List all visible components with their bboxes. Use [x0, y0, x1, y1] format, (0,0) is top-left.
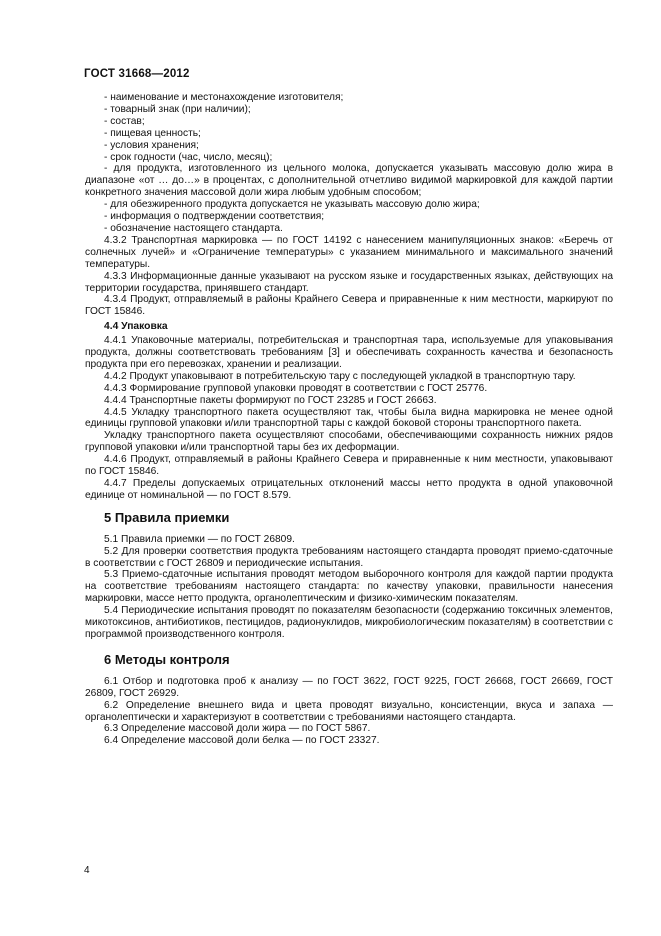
list-item: - наименование и местонахождение изготовителя;	[104, 92, 344, 103]
paragraph-4-4-1: 4.4.1 Упаковочные материалы, потребительская и транспортная тара, используемые для упаковывания продукта, должны соответствовать требованиям [3] и обеспечивать сохранность качества и безопасность продукта при его перевозках, хранении и реализации.	[85, 335, 613, 370]
paragraph-4-4-5: 4.4.5 Укладку транспортного пакета осуществляют так, чтобы была видна маркировка не менее одной единицы групповой упаковки и/или транспортной тары с каждой боковой стороны транспортного пакета.	[85, 406, 613, 430]
list-item: - обозначение настоящего стандарта.	[104, 222, 283, 234]
paragraph-5-3: 5.3 Приемо-сдаточные испытания проводят методом выборочного контроля для каждой партии продукта на соответствие требованиям настоящего стандарта: по качеству упаковки, правильности нанесения маркировки, массе нетто продукта, органолептическим и физико-химическим показателям.	[85, 569, 613, 605]
list-item: - для продукта, изготовленного из цельного молока, допускается указывать массовую долю жира в диапазоне «от … до…» в процентах, с дополнительной отчетливо видимой маркировкой для каждой партии конкретного значения массовой доли жира любым удобным способом;	[85, 163, 613, 199]
paragraph-4-4-7: 4.4.7 Пределы допускаемых отрицательных отклонений массы нетто продукта в одной упаковочной единице от номинальной — по ГОСТ 8.579.	[85, 478, 613, 501]
paragraph-4-4-5-continued: Укладку транспортного пакета осуществляют способами, обеспечивающими сохранность нижних рядов групповой упаковки и/или транспортной тары без их деформации.	[85, 430, 613, 454]
paragraph-6-4: 6.4 Определение массовой доли белка — по ГОСТ 23327.	[104, 735, 380, 747]
paragraph-4-4-6: 4.4.6 Продукт, отправляемый в районы Крайнего Севера и приравненные к ним местности, упаковывают по ГОСТ 15846.	[85, 454, 613, 478]
document-body	[85, 92, 613, 747]
page-number: 4	[84, 865, 90, 876]
paragraph-4-4-4: 4.4.4 Транспортные пакеты формируют по ГОСТ 23285 и ГОСТ 26663.	[104, 394, 437, 406]
list-item: - информация о подтверждении соответствия;	[104, 211, 325, 223]
paragraph-5-1: 5.1 Правила приемки — по ГОСТ 26809.	[104, 533, 295, 545]
list-item: - состав;	[104, 115, 145, 127]
section-heading-4-4: 4.4 Упаковка	[104, 321, 168, 333]
paragraph-4-3-4: 4.3.4 Продукт, отправляемый в районы Крайнего Севера и приравненные к ним местности, маркируют по ГОСТ 15846.	[85, 294, 613, 318]
list-item: - товарный знак (при наличии);	[104, 103, 251, 115]
list-item: - срок годности (час, число, месяц);	[104, 151, 273, 163]
paragraph-6-2: 6.2 Определение внешнего вида и цвета проводят визуально, консистенции, вкуса и запаха — органолептически и характеризуют в соответствии с требованиями настоящего стандарта.	[85, 699, 613, 723]
paragraph-4-4-3: 4.4.3 Формирование групповой упаковки проводят в соответствии с ГОСТ 25776.	[104, 382, 488, 394]
paragraph-4-3-3: 4.3.3 Информационные данные указывают на русском языке и государственных языках, действующих на территории государства, принявшего стандарт.	[85, 270, 613, 294]
list-item: - пищевая ценность;	[104, 127, 201, 139]
paragraph-6-1: 6.1 Отбор и подготовка проб к анализу — по ГОСТ 3622, ГОСТ 9225, ГОСТ 26668, ГОСТ 26669, ГОСТ 26809, ГОСТ 26929.	[85, 675, 613, 699]
section-heading-5: 5 Правила приемки	[104, 509, 230, 525]
paragraph-4-3-2: 4.3.2 Транспортная маркировка — по ГОСТ 14192 с нанесением манипуляционных знаков: «Беречь от солнечных лучей» и «Ограничение температуры» с указанием минимального и максимального значений температуры.	[85, 234, 613, 270]
list-item: - для обезжиренного продукта допускается не указывать массовую долю жира;	[104, 199, 480, 211]
paragraph-6-3: 6.3 Определение массовой доли жира — по ГОСТ 5867.	[104, 723, 371, 735]
document-header: ГОСТ 31668—2012	[84, 68, 190, 80]
section-heading-6: 6 Методы контроля	[104, 651, 230, 667]
paragraph-5-4: 5.4 Периодические испытания проводят по показателям безопасности (содержанию токсичных элементов, микотоксинов, антибиотиков, пестицидов, радионуклидов, микробиологическим показателям) в соответствии с программой производственного контроля.	[85, 605, 613, 640]
paragraph-5-2: 5.2 Для проверки соответствия продукта требованиям настоящего стандарта проводят приемо-сдаточные в соответствии с ГОСТ 26809 и периодические испытания.	[85, 545, 613, 569]
list-item: - условия хранения;	[104, 139, 199, 151]
paragraph-4-4-2: 4.4.2 Продукт упаковывают в потребительскую тару с последующей укладкой в транспортную тару.	[104, 370, 576, 382]
